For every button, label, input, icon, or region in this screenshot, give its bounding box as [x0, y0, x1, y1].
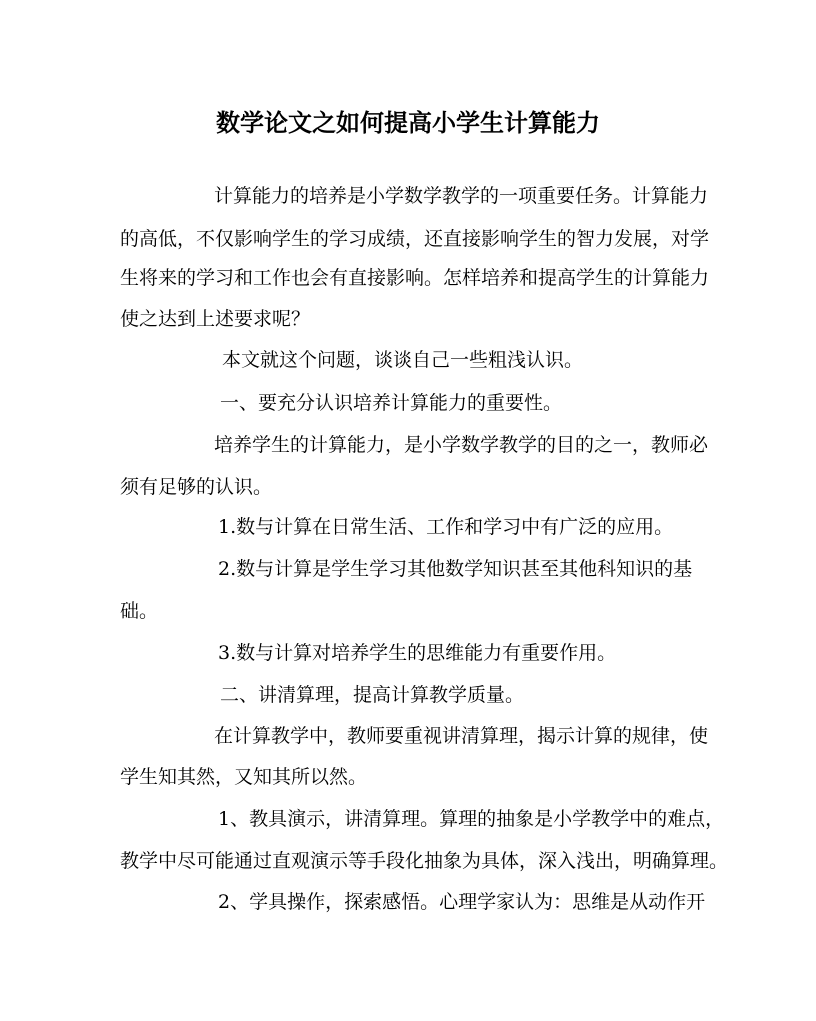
section-heading: 二、讲清算理，提高计算教学质量。: [220, 684, 525, 706]
paragraph-line: 计算能力的培养是小学数学教学的一项重要任务。计算能力: [214, 185, 709, 207]
paragraph-line: 础。: [120, 600, 159, 622]
paragraph-line: 的高低，不仅影响学生的学习成绩，还直接影响学生的智力发展，对学: [120, 228, 710, 250]
paragraph-line: 培养学生的计算能力，是小学数学教学的目的之一，教师必: [214, 434, 709, 456]
list-item: 3.数与计算对培养学生的思维能力有重要作用。: [218, 642, 617, 664]
paragraph-line: 须有足够的认识。: [120, 476, 273, 498]
paragraph-line: 教学中尽可能通过直观演示等手段化抽象为具体，深入浅出，明确算理。: [120, 850, 729, 872]
paragraph-line: 使之达到上述要求呢？: [120, 308, 311, 330]
paragraph-line: 本文就这个问题，谈谈自己一些粗浅认识。: [222, 349, 584, 371]
paragraph-line: 在计算教学中，教师要重视讲清算理，揭示计算的规律，使: [214, 725, 709, 747]
paragraph-line: 学生知其然，又知其所以然。: [120, 766, 368, 788]
list-item: 1、教具演示，讲清算理。算理的抽象是小学教学中的难点，: [218, 808, 725, 830]
section-heading: 一、要充分认识培养计算能力的重要性。: [220, 392, 563, 414]
list-item: 2.数与计算是学生学习其他数学知识甚至其他科知识的基: [218, 558, 693, 580]
list-item: 2、学具操作，探索感悟。心理学家认为：思维是从动作开: [218, 891, 706, 913]
paragraph-line: 生将来的学习和工作也会有直接影响。怎样培养和提高学生的计算能力: [120, 267, 710, 289]
list-item: 1.数与计算在日常生活、工作和学习中有广泛的应用。: [218, 516, 674, 538]
document-title: 数学论文之如何提高小学生计算能力: [216, 108, 600, 137]
